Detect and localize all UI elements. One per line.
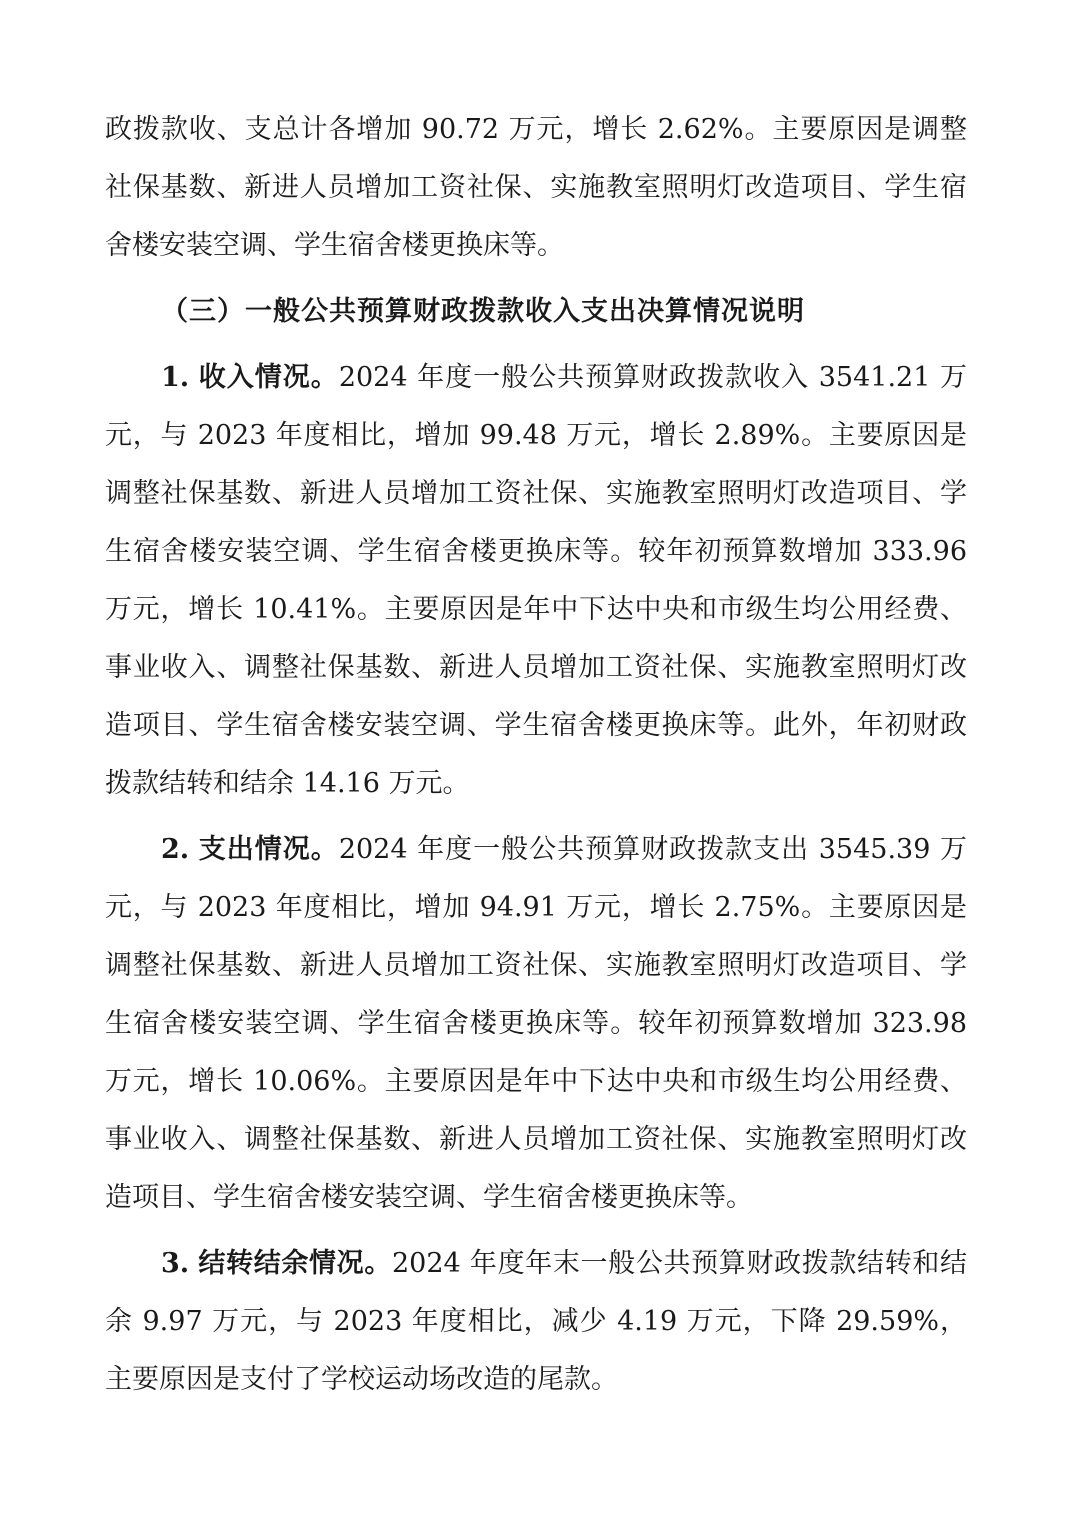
item-number: 1. (161, 362, 190, 393)
item-text: 2024 年度一般公共预算财政拨款收入 3541.21 万元，与 2023 年度相比，增加 99.48 万元，增长 2.89%。主要原因是调整社保基数、新进人员增加工资社保、实施教室照明灯改造项目、学生宿舍楼安装空调、学生宿舍楼更换床等。较年初预算数增加 333.96 万元，增长 10.41%。主要原因是年中下达中央和市级生均公用经费、事业收入、调整社保基数、新进人员增加工资社保、实施教室照明灯改造项目、学生宿舍楼安装空调、学生宿舍楼更换床等。此外，年初财政拨款结转和结余 14.16 万元。 (105, 362, 967, 799)
item-number: 2. (161, 834, 190, 865)
item-text: 2024 年度一般公共预算财政拨款支出 3545.39 万元，与 2023 年度相比，增加 94.91 万元，增长 2.75%。主要原因是调整社保基数、新进人员增加工资社保、实施教室照明灯改造项目、学生宿舍楼安装空调、学生宿舍楼更换床等。较年初预算数增加 323.98 万元，增长 10.06%。主要原因是年中下达中央和市级生均公用经费、事业收入、调整社保基数、新进人员增加工资社保、实施教室照明灯改造项目、学生宿舍楼安装空调、学生宿舍楼更换床等。 (105, 834, 967, 1213)
item-title: 收入情况。 (198, 362, 339, 393)
item-title: 支出情况。 (198, 834, 339, 865)
item-expenditure (105, 821, 967, 1227)
intro-paragraph: 政拨款收、支总计各增加 90.72 万元，增长 2.62%。主要原因是调整社保基数、新进人员增加工资社保、实施教室照明灯改造项目、学生宿舍楼安装空调、学生宿舍楼更换床等。 (105, 114, 967, 261)
item-title: 结转结余情况。 (198, 1248, 392, 1279)
item-income (105, 349, 967, 813)
section-heading: （三）一般公共预算财政拨款收入支出决算情况说明 (161, 296, 805, 327)
item-number: 3. (161, 1248, 190, 1279)
item-text: 2024 年度年末一般公共预算财政拨款结转和结余 9.97 万元，与 2023 年度相比，减少 4.19 万元，下降 29.59%，主要原因是支付了学校运动场改造的尾款。 (105, 1248, 967, 1395)
document-body (105, 101, 967, 1409)
item-carryover (105, 1235, 967, 1409)
